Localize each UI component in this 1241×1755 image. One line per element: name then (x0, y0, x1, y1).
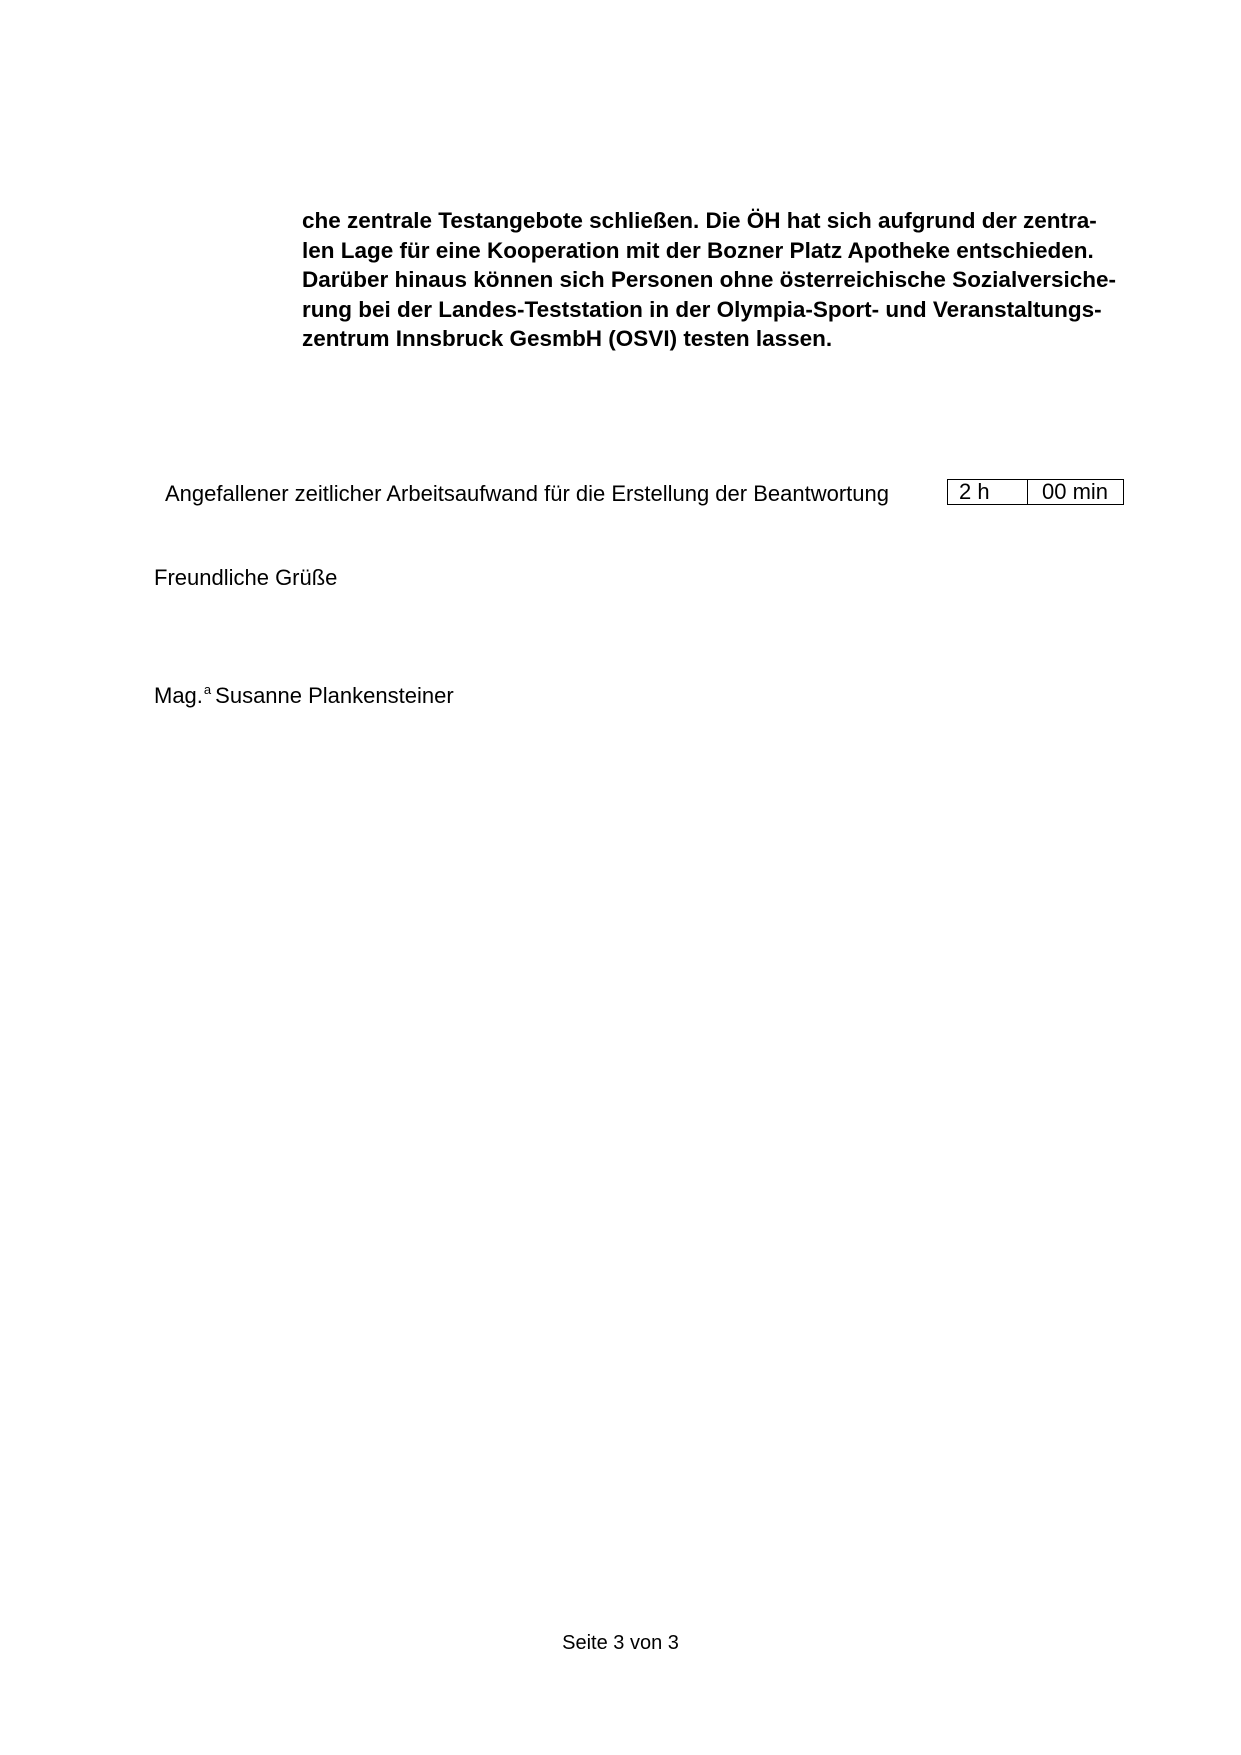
academic-title-superscript: a (203, 682, 212, 697)
answer-paragraph (302, 206, 1162, 354)
closing-greeting: Freundliche Grüße (154, 565, 338, 590)
answer-line: Darüber hinaus können sich Personen ohne österreichische Sozialversiche- (302, 267, 1117, 292)
answer-line: che zentrale Testangebote schließen. Die ÖH hat sich aufgrund der zentra- (302, 208, 1097, 233)
effort-row (165, 479, 1125, 509)
answer-line: rung bei der Landes-Teststation in der Olympia-Sport- und Veranstaltungs- (302, 296, 1102, 322)
signatory-name: Susanne Plankensteiner (215, 683, 454, 708)
signature-line (154, 676, 454, 710)
effort-time-box (947, 479, 1124, 505)
effort-minutes: 00 min (1042, 479, 1109, 504)
page-number: Seite 3 von 3 (562, 1632, 679, 1654)
effort-label: Angefallener zeitlicher Arbeitsaufwand für die Erstellung der Beantwortung (165, 481, 889, 506)
answer-line: zentrum Innsbruck GesmbH (OSVI) testen lassen. (302, 326, 833, 351)
academic-title: Mag. (154, 683, 203, 708)
answer-line: len Lage für eine Kooperation mit der Bozner Platz Apotheke entschieden. (302, 237, 1094, 263)
effort-hours: 2 h (948, 480, 1028, 504)
